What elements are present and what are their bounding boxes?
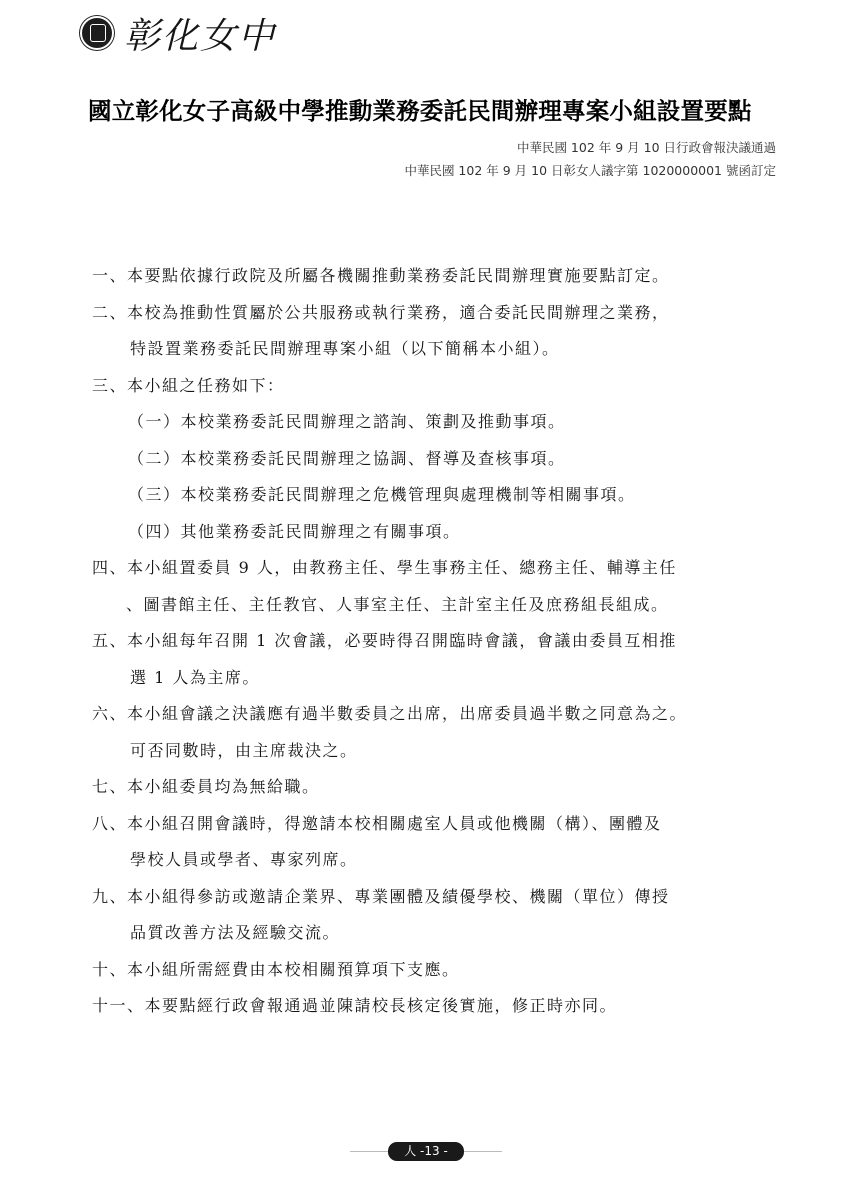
article-line: 選 1 人為主席。 — [130, 667, 260, 687]
article-line: 、圖書館主任、主任教官、人事室主任、主計室主任及庶務組長組成。 — [126, 594, 669, 614]
page-header — [0, 0, 844, 80]
article-line: 九、本小組得參訪或邀請企業界、專業團體及績優學校、機關（單位）傳授 — [92, 886, 670, 906]
article-line: 三、本小組之任務如下： — [92, 375, 285, 395]
article-line: 八、本小組召開會議時，得邀請本校相關處室人員或他機關（構）、團體及 — [92, 813, 662, 833]
document-title: 國立彰化女子高級中學推動業務委託民間辦理專案小組設置要點 — [88, 97, 752, 125]
article-line: 一、本要點依據行政院及所屬各機關推動業務委託民間辦理實施要點訂定。 — [92, 266, 670, 285]
article-line: 品質改善方法及經驗交流。 — [130, 923, 341, 942]
article-line: 五、本小組每年召開 1 次會議，必要時得召開臨時會議，會議由委員互相推 — [92, 631, 677, 650]
approval-note: 中華民國 102 年 9 月 10 日行政會報決議通過 — [516, 140, 776, 155]
article-line: 七、本小組委員均為無給職。 — [92, 777, 320, 796]
article-line: 二、本校為推動性質屬於公共服務或執行業務，適合委託民間辦理之業務， — [92, 302, 670, 322]
article-line: （二）本校業務委託民間辦理之協調、督導及查核事項。 — [128, 448, 566, 468]
school-name-script: 彰化女中 — [124, 16, 277, 57]
article-line: 可否同數時，由主席裁決之。 — [130, 740, 358, 760]
article-line: （一）本校業務委託民間辦理之諮詢、策劃及推動事項。 — [128, 412, 566, 431]
school-emblem-icon — [80, 16, 114, 50]
article-line: 四、本小組置委員 9 人，由教務主任、學生事務主任、總務主任、輔導主任 — [92, 558, 677, 577]
article-line: （四）其他業務委託民間辦理之有關事項。 — [128, 521, 461, 541]
article-line: 十、本小組所需經費由本校相關預算項下支應。 — [92, 959, 460, 979]
article-line: 六、本小組會議之決議應有過半數委員之出席，出席委員過半數之同意為之。 — [92, 704, 688, 723]
article-line: 學校人員或學者、專家列席。 — [130, 850, 358, 869]
article-line: 特設置業務委託民間辦理專案小組（以下簡稱本小組）。 — [130, 339, 560, 358]
issuance-note: 中華民國 102 年 9 月 10 日彰女人議字第 1020000001 號函訂定 — [404, 163, 776, 178]
article-list — [92, 258, 772, 1025]
article-line: 十一、本要點經行政會報通過並陳請校長核定後實施，修正時亦同。 — [92, 996, 618, 1015]
article-line: （三）本校業務委託民間辦理之危機管理與處理機制等相關事項。 — [128, 485, 636, 504]
page-number: 人 -13 - — [388, 1142, 464, 1161]
